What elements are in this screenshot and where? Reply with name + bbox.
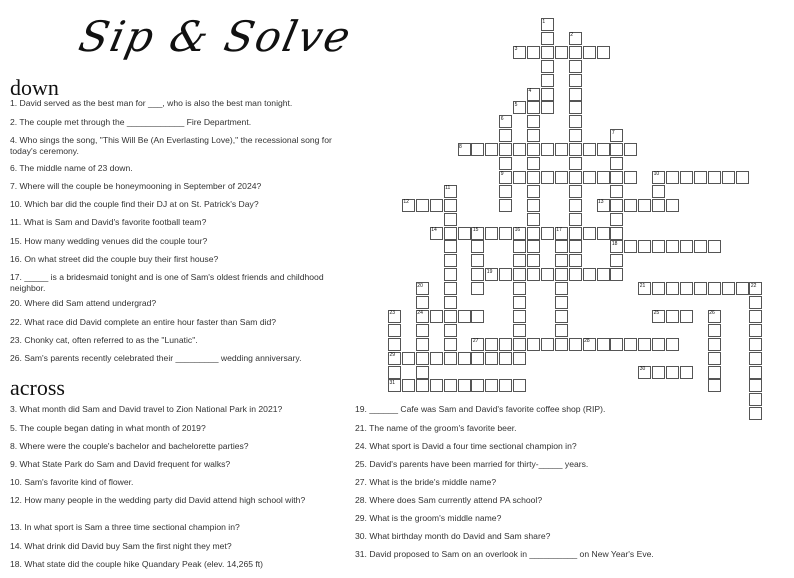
- grid-cell[interactable]: [666, 240, 679, 253]
- grid-cell[interactable]: [527, 143, 540, 156]
- grid-cell[interactable]: [527, 185, 540, 198]
- grid-cell[interactable]: [541, 171, 554, 184]
- grid-cell[interactable]: [666, 199, 679, 212]
- grid-cell[interactable]: [458, 379, 471, 392]
- grid-cell[interactable]: [666, 338, 679, 351]
- across-clue: 28. Where does Sam currently attend PA school?: [355, 495, 543, 505]
- grid-cell[interactable]: [527, 46, 540, 59]
- grid-cell[interactable]: [569, 171, 582, 184]
- grid-cell[interactable]: [610, 254, 623, 267]
- grid-cell[interactable]: [471, 379, 484, 392]
- clue-number: 18: [611, 240, 618, 247]
- grid-cell[interactable]: [444, 213, 457, 226]
- grid-cell[interactable]: [444, 379, 457, 392]
- across-clue: 29. What is the groom's middle name?: [355, 513, 502, 523]
- grid-cell[interactable]: [471, 254, 484, 267]
- grid-cell[interactable]: [666, 366, 679, 379]
- across-clue: 8. Where were the couple's bachelor and bachelorette parties?: [10, 441, 249, 451]
- across-heading: across: [10, 375, 65, 400]
- grid-cell[interactable]: [638, 240, 651, 253]
- grid-cell[interactable]: [749, 379, 762, 392]
- grid-cell[interactable]: [610, 199, 623, 212]
- clue-number: 14: [431, 227, 437, 233]
- grid-cell[interactable]: [736, 282, 749, 295]
- grid-cell[interactable]: [666, 171, 679, 184]
- grid-cell[interactable]: [638, 338, 651, 351]
- across-clue: 12. How many people in the wedding party did David attend high school with?: [10, 495, 306, 505]
- grid-cell[interactable]: [541, 101, 554, 114]
- grid-cell[interactable]: [416, 199, 429, 212]
- grid-cell[interactable]: [569, 338, 582, 351]
- grid-cell[interactable]: [513, 171, 526, 184]
- grid-cell[interactable]: [541, 60, 554, 73]
- grid-cell[interactable]: [569, 60, 582, 73]
- grid-cell[interactable]: [610, 185, 623, 198]
- grid-cell[interactable]: [527, 157, 540, 170]
- grid-cell[interactable]: [638, 199, 651, 212]
- grid-cell[interactable]: [499, 379, 512, 392]
- across-clue: 3. What month did Sam and David travel to Zion National Park in 2021?: [10, 404, 283, 414]
- grid-cell[interactable]: [680, 171, 693, 184]
- grid-cell[interactable]: [513, 268, 526, 281]
- grid-cell[interactable]: [555, 171, 568, 184]
- grid-cell[interactable]: [513, 282, 526, 295]
- grid-cell[interactable]: [652, 199, 665, 212]
- grid-cell[interactable]: [499, 157, 512, 170]
- clue-number: 29: [389, 352, 396, 359]
- grid-cell[interactable]: [708, 338, 721, 351]
- grid-cell[interactable]: [499, 199, 512, 212]
- clue-number: 1: [542, 18, 546, 25]
- grid-cell[interactable]: [680, 240, 693, 253]
- grid-cell[interactable]: [416, 324, 429, 337]
- grid-cell[interactable]: [527, 115, 540, 128]
- grid-cell[interactable]: [499, 227, 512, 240]
- grid-cell[interactable]: [388, 338, 401, 351]
- grid-cell[interactable]: [471, 310, 484, 323]
- grid-cell[interactable]: [610, 227, 623, 240]
- down-clue: 22. What race did David complete an entire hour faster than Sam did?: [10, 317, 277, 327]
- grid-cell[interactable]: [541, 338, 554, 351]
- grid-cell[interactable]: [749, 296, 762, 309]
- grid-cell[interactable]: [722, 282, 735, 295]
- grid-cell[interactable]: [569, 213, 582, 226]
- grid-cell[interactable]: [624, 338, 637, 351]
- across-clue: 27. What is the bride's middle name?: [355, 477, 497, 487]
- clue-number: 6: [500, 115, 504, 122]
- clue-number: 24: [417, 310, 423, 317]
- grid-cell[interactable]: [444, 324, 457, 337]
- grid-cell[interactable]: [569, 115, 582, 128]
- across-clue: 18. What state did the couple hike Quandary Peak (elev. 14,265 ft): [10, 559, 264, 569]
- clue-number: 21: [639, 282, 646, 289]
- grid-cell[interactable]: [749, 352, 762, 365]
- grid-cell[interactable]: [610, 143, 623, 156]
- down-clue: 15. How many wedding venues did the couple tour?: [10, 236, 208, 246]
- grid-cell[interactable]: [569, 157, 582, 170]
- grid-cell[interactable]: [569, 88, 582, 101]
- grid-cell[interactable]: [597, 46, 610, 59]
- grid-cell[interactable]: [513, 296, 526, 309]
- grid-cell[interactable]: [583, 227, 596, 240]
- grid-cell[interactable]: [555, 143, 568, 156]
- grid-cell[interactable]: [444, 282, 457, 295]
- grid-cell[interactable]: [513, 352, 526, 365]
- clue-number: 27: [472, 338, 479, 345]
- clue-number: 30: [639, 366, 646, 372]
- grid-cell[interactable]: [624, 171, 637, 184]
- grid-cell[interactable]: [444, 199, 457, 212]
- clue-number: 26: [709, 310, 715, 317]
- grid-cell[interactable]: [597, 338, 610, 351]
- grid-cell[interactable]: [485, 227, 498, 240]
- grid-cell[interactable]: [416, 352, 429, 365]
- grid-cell[interactable]: [527, 129, 540, 142]
- grid-cell[interactable]: [694, 240, 707, 253]
- grid-cell[interactable]: [444, 268, 457, 281]
- grid-cell[interactable]: [513, 240, 526, 253]
- grid-cell[interactable]: [708, 171, 721, 184]
- grid-cell[interactable]: [749, 310, 762, 323]
- clue-number: 2: [570, 32, 573, 39]
- clue-number: 10: [653, 171, 660, 178]
- grid-cell[interactable]: [569, 143, 582, 156]
- clue-number: 13: [598, 199, 604, 206]
- grid-cell[interactable]: [541, 32, 554, 45]
- grid-cell[interactable]: [694, 282, 707, 295]
- grid-cell[interactable]: [416, 379, 429, 392]
- grid-cell[interactable]: [624, 143, 637, 156]
- down-clue: 4. Who sings the song, "This Will Be (An Everlasting Love)," the recessional song for today's ceremony.: [10, 135, 332, 156]
- grid-cell[interactable]: [694, 171, 707, 184]
- grid-cell[interactable]: [527, 254, 540, 267]
- grid-cell[interactable]: [430, 310, 443, 323]
- grid-cell[interactable]: [610, 338, 623, 351]
- across-clue: 24. What sport is David a four time sectional champion in?: [355, 441, 577, 451]
- clue-number: 31: [389, 379, 396, 386]
- grid-cell[interactable]: [499, 338, 512, 351]
- down-clue: 6. The middle name of 23 down.: [10, 163, 133, 173]
- across-clue: 10. Sam's favorite kind of flower.: [10, 477, 134, 487]
- grid-cell[interactable]: [624, 240, 637, 253]
- grid-cell[interactable]: [569, 74, 582, 87]
- grid-cell[interactable]: [527, 268, 540, 281]
- grid-cell[interactable]: [444, 296, 457, 309]
- grid-cell[interactable]: [708, 282, 721, 295]
- grid-cell[interactable]: [555, 296, 568, 309]
- grid-cell[interactable]: [430, 379, 443, 392]
- grid-cell[interactable]: [444, 227, 457, 240]
- grid-cell[interactable]: [444, 240, 457, 253]
- grid-cell[interactable]: [485, 143, 498, 156]
- grid-cell[interactable]: [708, 240, 721, 253]
- grid-cell[interactable]: [499, 185, 512, 198]
- clue-number: 19: [486, 268, 493, 275]
- down-clue: 17. _____ is a bridesmaid tonight and is one of Sam's oldest friends and childhood neighbor.: [10, 272, 324, 293]
- grid-cell[interactable]: [458, 352, 471, 365]
- grid-cell[interactable]: [569, 268, 582, 281]
- grid-cell[interactable]: [555, 268, 568, 281]
- grid-cell[interactable]: [416, 296, 429, 309]
- grid-cell[interactable]: [583, 268, 596, 281]
- grid-cell[interactable]: [444, 254, 457, 267]
- grid-cell[interactable]: [527, 227, 540, 240]
- grid-cell[interactable]: [541, 88, 554, 101]
- grid-cell[interactable]: [388, 366, 401, 379]
- grid-cell[interactable]: [583, 143, 596, 156]
- grid-cell[interactable]: [555, 310, 568, 323]
- grid-cell[interactable]: [610, 157, 623, 170]
- grid-cell[interactable]: [597, 143, 610, 156]
- grid-cell[interactable]: [749, 324, 762, 337]
- grid-cell[interactable]: [555, 240, 568, 253]
- grid-cell[interactable]: [749, 366, 762, 379]
- grid-cell[interactable]: [597, 171, 610, 184]
- grid-cell[interactable]: [555, 46, 568, 59]
- across-clue: 25. David's parents have been married for thirty-_____ years.: [355, 459, 589, 469]
- grid-cell[interactable]: [513, 379, 526, 392]
- grid-cell[interactable]: [458, 227, 471, 240]
- grid-cell[interactable]: [569, 227, 582, 240]
- grid-cell[interactable]: [513, 324, 526, 337]
- grid-cell[interactable]: [527, 240, 540, 253]
- grid-cell[interactable]: [749, 393, 762, 406]
- grid-cell[interactable]: [555, 338, 568, 351]
- grid-cell[interactable]: [569, 185, 582, 198]
- grid-cell[interactable]: [471, 352, 484, 365]
- grid-cell[interactable]: [527, 199, 540, 212]
- across-clue: 13. In what sport is Sam a three time sectional champion in?: [10, 522, 240, 532]
- grid-cell[interactable]: [499, 352, 512, 365]
- grid-cell[interactable]: [402, 352, 415, 365]
- grid-cell[interactable]: [680, 310, 693, 323]
- grid-cell[interactable]: [652, 282, 665, 295]
- clue-number: 11: [445, 185, 451, 192]
- clue-number: 15: [472, 227, 479, 233]
- grid-cell[interactable]: [708, 379, 721, 392]
- grid-cell[interactable]: [555, 324, 568, 337]
- grid-cell[interactable]: [485, 379, 498, 392]
- grid-cell[interactable]: [527, 213, 540, 226]
- across-clue: 21. The name of the groom's favorite beer.: [355, 423, 517, 433]
- grid-cell[interactable]: [736, 171, 749, 184]
- grid-cell[interactable]: [569, 101, 582, 114]
- grid-cell[interactable]: [722, 171, 735, 184]
- grid-cell[interactable]: [471, 240, 484, 253]
- grid-cell[interactable]: [652, 185, 665, 198]
- across-clue: 19. ______ Cafe was Sam and David's favorite coffee shop (RIP).: [355, 404, 606, 414]
- grid-cell[interactable]: [541, 227, 554, 240]
- grid-cell[interactable]: [499, 143, 512, 156]
- grid-cell[interactable]: [416, 366, 429, 379]
- grid-cell[interactable]: [430, 199, 443, 212]
- down-clue: 26. Sam's parents recently celebrated their _________ wedding anniversary.: [10, 353, 302, 363]
- grid-cell[interactable]: [416, 338, 429, 351]
- grid-cell[interactable]: [444, 338, 457, 351]
- grid-cell[interactable]: [597, 268, 610, 281]
- across-clue: 30. What birthday month do David and Sam share?: [355, 531, 551, 541]
- grid-cell[interactable]: [569, 240, 582, 253]
- grid-cell[interactable]: [610, 268, 623, 281]
- across-clue: 31. David proposed to Sam on an overlook in __________ on New Year's Eve.: [355, 549, 654, 559]
- grid-cell[interactable]: [444, 310, 457, 323]
- down-clue: 16. On what street did the couple buy their first house?: [10, 254, 219, 264]
- grid-cell[interactable]: [680, 282, 693, 295]
- grid-cell[interactable]: [471, 268, 484, 281]
- down-clue: 2. The couple met through the ____________ Fire Department.: [10, 117, 252, 127]
- down-clue: 20. Where did Sam attend undergrad?: [10, 298, 157, 308]
- puzzle-title: Sip & Solve: [74, 12, 357, 61]
- grid-cell[interactable]: [652, 240, 665, 253]
- grid-cell[interactable]: [444, 352, 457, 365]
- grid-cell[interactable]: [485, 352, 498, 365]
- down-clue: 11. What is Sam and David's favorite football team?: [10, 217, 207, 227]
- grid-cell[interactable]: [708, 324, 721, 337]
- grid-cell[interactable]: [402, 379, 415, 392]
- clue-number: 16: [514, 227, 521, 233]
- grid-cell[interactable]: [430, 352, 443, 365]
- grid-cell[interactable]: [485, 338, 498, 351]
- clue-number: 4: [528, 88, 532, 94]
- grid-cell[interactable]: [541, 46, 554, 59]
- grid-cell[interactable]: [527, 338, 540, 351]
- grid-cell[interactable]: [499, 129, 512, 142]
- clue-number: 7: [611, 129, 615, 136]
- clue-number: 22: [750, 282, 757, 289]
- grid-cell[interactable]: [610, 171, 623, 184]
- grid-cell[interactable]: [666, 282, 679, 295]
- across-clue: 5. The couple began dating in what month of 2019?: [10, 423, 206, 433]
- grid-cell[interactable]: [597, 227, 610, 240]
- down-clue: 10. Which bar did the couple find their DJ at on St. Patrick's Day?: [10, 199, 259, 209]
- grid-cell[interactable]: [569, 46, 582, 59]
- down-clue: 23. Chonky cat, often referred to as the "Lunatic".: [10, 335, 198, 345]
- grid-cell[interactable]: [513, 254, 526, 267]
- across-clue: 14. What drink did David buy Sam the first night they met?: [10, 541, 232, 551]
- grid-cell[interactable]: [666, 310, 679, 323]
- down-heading: down: [10, 75, 59, 100]
- grid-cell[interactable]: [471, 282, 484, 295]
- grid-cell[interactable]: [749, 407, 762, 420]
- clue-number: 23: [389, 310, 396, 317]
- down-clue: 1. David served as the best man for ___, who is also the best man tonight.: [10, 98, 293, 108]
- grid-cell[interactable]: [680, 366, 693, 379]
- grid-cell[interactable]: [624, 199, 637, 212]
- grid-cell[interactable]: [569, 129, 582, 142]
- grid-cell[interactable]: [652, 366, 665, 379]
- down-clue: 7. Where will the couple be honeymooning in September of 2024?: [10, 181, 262, 191]
- grid-cell[interactable]: [708, 352, 721, 365]
- clue-number: 3: [514, 46, 518, 53]
- clue-number: 12: [403, 199, 409, 206]
- grid-cell[interactable]: [583, 171, 596, 184]
- clue-number: 20: [417, 282, 423, 289]
- across-clue: 9. What State Park do Sam and David frequent for walks?: [10, 459, 231, 469]
- grid-cell[interactable]: [583, 46, 596, 59]
- grid-cell[interactable]: [749, 338, 762, 351]
- grid-cell[interactable]: [527, 101, 540, 114]
- clue-number: 28: [584, 338, 590, 345]
- grid-cell[interactable]: [708, 366, 721, 379]
- grid-cell[interactable]: [527, 171, 540, 184]
- grid-cell[interactable]: [610, 213, 623, 226]
- clue-number: 8: [459, 143, 462, 150]
- grid-cell[interactable]: [388, 324, 401, 337]
- grid-cell[interactable]: [513, 310, 526, 323]
- grid-cell[interactable]: [513, 338, 526, 351]
- grid-cell[interactable]: [541, 143, 554, 156]
- grid-cell[interactable]: [569, 254, 582, 267]
- clue-number: 5: [514, 101, 518, 108]
- grid-cell[interactable]: [541, 268, 554, 281]
- grid-cell[interactable]: [513, 143, 526, 156]
- grid-cell[interactable]: [555, 254, 568, 267]
- grid-cell[interactable]: [499, 268, 512, 281]
- grid-cell[interactable]: [569, 199, 582, 212]
- clue-number: 17: [556, 227, 562, 233]
- grid-cell[interactable]: [541, 74, 554, 87]
- clue-number: 9: [500, 171, 504, 178]
- grid-cell[interactable]: [458, 310, 471, 323]
- grid-cell[interactable]: [652, 338, 665, 351]
- clue-number: 25: [653, 310, 660, 317]
- grid-cell[interactable]: [471, 143, 484, 156]
- grid-cell[interactable]: [555, 282, 568, 295]
